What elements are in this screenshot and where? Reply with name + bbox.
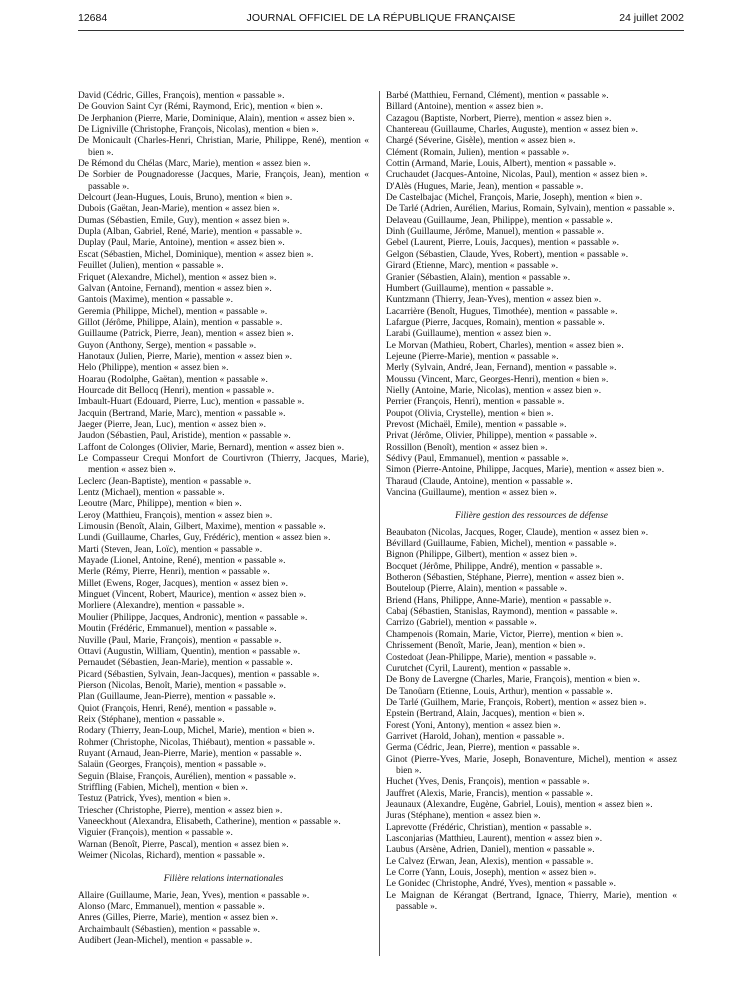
list-entry: Nielly (Antoine, Marie, Nicolas), mention « assez bien ».	[386, 385, 602, 396]
list-entry: Helo (Philippe), mention « assez bien ».	[78, 363, 229, 374]
list-entry: Girard (Etienne, Marc), mention « passable ».	[386, 261, 559, 272]
list-entry: Seguin (Blaise, François, Aurélien), mention « passable ».	[78, 771, 296, 782]
list-entry: Billard (Antoine), mention « assez bien ».	[386, 102, 544, 113]
list-entry: Lentz (Michael), mention « passable ».	[78, 488, 225, 499]
journal-title: JOURNAL OFFICIEL DE LA RÉPUBLIQUE FRANÇAISE	[246, 12, 516, 24]
list-entry: Gantois (Maxime), mention « passable ».	[78, 295, 233, 306]
column-divider	[379, 91, 380, 956]
page-header	[78, 12, 684, 26]
list-entry: Feuillet (Julien), mention « passable ».	[78, 261, 224, 272]
list-entry: Ottavi (Augustin, William, Quentin), mention « passable ».	[78, 646, 301, 657]
list-entry: Gillot (Jérôme, Philippe, Alain), mention « passable ».	[78, 317, 283, 328]
list-entry: Chargé (Séverine, Gisèle), mention « assez bien ».	[386, 136, 576, 147]
list-entry: Alonso (Marc, Emmanuel), mention « passable ».	[78, 902, 265, 913]
list-entry: Epstein (Bertrand, Alain, Jacques), mention « bien ».	[386, 709, 585, 720]
list-entry: Larabi (Guillaume), mention « assez bien ».	[386, 329, 552, 340]
list-entry: De Tarlé (Adrien, Aurélien, Marius, Romain, Sylvain), mention « passable ».	[386, 204, 675, 215]
list-entry: Rohmer (Christophe, Nicolas, Thiébaut), mention « passable ».	[78, 737, 316, 748]
list-entry: Guillaume (Patrick, Pierre, Jean), mention « assez bien ».	[78, 329, 294, 340]
list-entry: Botheron (Sébastien, Stéphane, Pierre), mention « assez bien ».	[386, 573, 624, 584]
list-entry: Lundi (Guillaume, Charles, Guy, Frédéric), mention « assez bien ».	[78, 533, 331, 544]
list-entry: Briend (Hans, Philippe, Anne-Marie), mention « passable ».	[386, 595, 612, 606]
list-entry: Barbé (Matthieu, Fernand, Clément), mention « passable ».	[386, 91, 609, 101]
list-entry: Beaubaton (Nicolas, Jacques, Roger, Claude), mention « assez bien ».	[386, 527, 649, 538]
list-entry: Merly (Sylvain, André, Jean, Fernand), mention « passable ».	[386, 363, 617, 374]
list-entry: Juras (Stéphane), mention « assez bien ».	[386, 811, 541, 822]
list-entry: Dubois (Gaëtan, Jean-Marie), mention « assez bien ».	[78, 204, 280, 215]
list-entry: Dinh (Guillaume, Jérôme, Manuel), mention « passable ».	[386, 227, 604, 238]
list-entry: Gebel (Laurent, Pierre, Louis, Jacques), mention « passable ».	[386, 238, 620, 249]
list-entry: Lejeune (Pierre-Marie), mention « passable ».	[386, 351, 559, 362]
list-entry: Morliere (Alexandre), mention « passable ».	[78, 601, 245, 612]
list-entry: Le Morvan (Mathieu, Robert, Charles), mention « assez bien ».	[386, 340, 624, 351]
list-entry: Duplay (Paul, Marie, Antoine), mention « assez bien ».	[78, 238, 285, 249]
list-entry: De Ligniville (Christophe, François, Nicolas), mention « bien ».	[78, 125, 319, 136]
list-entry: Carrizo (Gabriel), mention « passable ».	[386, 618, 537, 629]
list-entry: Quiot (François, Henri, René), mention « passable ».	[78, 703, 277, 714]
list-entry: David (Cédric, Gilles, François), mention « passable ».	[78, 91, 285, 101]
list-entry: Hourcade dit Bellocq (Henri), mention « passable ».	[78, 385, 275, 396]
list-entry: Picard (Sébastien, Sylvain, Jean-Jacques), mention « passable ».	[78, 669, 320, 680]
list-entry: Rossillon (Benoît), mention « assez bien ».	[386, 442, 548, 453]
list-entry: Cabaj (Sébastien, Stanislas, Raymond), mention « passable ».	[386, 607, 618, 618]
list-entry: Dumas (Sébastien, Emile, Guy), mention « assez bien ».	[78, 215, 290, 226]
list-entry: De Rémond du Chélas (Marc, Marie), mention « assez bien ».	[78, 159, 311, 170]
list-entry: Laubus (Arsène, Adrien, Daniel), mention « passable ».	[386, 845, 595, 856]
list-entry: De Sorbier de Pougnadoresse (Jacques, Marie, François, Jean), mention « passable ».	[78, 170, 369, 192]
list-entry: D'Alès (Hugues, Marie, Jean), mention « passable ».	[386, 181, 584, 192]
list-entry: De Monicault (Charles-Henri, Christian, Marie, Philippe, René), mention « bien ».	[78, 136, 369, 158]
list-entry: Le Corre (Yann, Louis, Joseph), mention « assez bien ».	[386, 868, 597, 879]
publication-date: 24 juillet 2002	[619, 12, 684, 24]
list-entry: Jauffret (Alexis, Marie, Francis), mention « passable ».	[386, 788, 593, 799]
list-entry: Bouteloup (Pierre, Alain), mention « passable ».	[386, 584, 567, 595]
right-column	[386, 91, 677, 913]
list-entry: Humbert (Guillaume), mention « passable ».	[386, 283, 554, 294]
list-entry: Allaire (Guillaume, Marie, Jean, Yves), mention « passable ».	[78, 890, 310, 901]
list-entry: De Tanoüarn (Etienne, Louis, Arthur), mention « passable ».	[386, 686, 613, 697]
list-entry: Merle (Rémy, Pierre, Henri), mention « passable ».	[78, 567, 270, 578]
list-entry: Chrissement (Benoît, Marie, Jean), mention « bien ».	[386, 641, 586, 652]
list-entry: Minguet (Vincent, Robert, Maurice), mention « assez bien ».	[78, 590, 307, 601]
list-entry: Limousin (Benoît, Alain, Gilbert, Maxime), mention « passable ».	[78, 522, 326, 533]
list-entry: Bocquet (Jérôme, Philippe, André), mention « passable ».	[386, 561, 603, 572]
list-entry: Jacquin (Bertrand, Marie, Marc), mention « passable ».	[78, 408, 286, 419]
list-entry: Le Maignan de Kérangat (Bertrand, Ignace, Thierry, Marie), mention « passable ».	[386, 890, 677, 913]
list-entry: Delcourt (Jean-Hugues, Louis, Bruno), mention « bien ».	[78, 193, 293, 204]
list-entry: Ruyant (Arnaud, Jean-Pierre, Marie), mention « passable ».	[78, 748, 302, 759]
list-entry: Leclerc (Jean-Baptiste), mention « passable ».	[78, 476, 252, 487]
list-entry: Cazagou (Baptiste, Norbert, Pierre), mention « assez bien ».	[386, 113, 612, 124]
list-entry: Tharaud (Claude, Antoine), mention « passable ».	[386, 476, 573, 487]
list-entry: Archaimbault (Sébastien), mention « passable ».	[78, 924, 260, 935]
list-entry: Garrivet (Harold, Johan), mention « passable ».	[386, 731, 565, 742]
list-entry: De Jerphanion (Pierre, Marie, Dominique, Alain), mention « assez bien ».	[78, 113, 355, 124]
list-entry: Moulier (Philippe, Jacques, Andronic), mention « passable ».	[78, 612, 308, 623]
list-entry: Vaneeckhout (Alexandra, Elisabeth, Catherine), mention « passable ».	[78, 817, 341, 827]
section-heading: Filière gestion des ressources de défense	[455, 511, 608, 522]
list-entry: Weimer (Nicolas, Richard), mention « passable ».	[78, 851, 265, 862]
list-entry: Vancina (Guillaume), mention « assez bien ».	[386, 488, 557, 499]
list-entry: Laprevotte (Frédéric, Christian), mention « passable ».	[386, 822, 592, 833]
section-heading: Filière relations internationales	[163, 874, 284, 885]
list-entry: Jaeger (Pierre, Jean, Luc), mention « assez bien ».	[78, 419, 266, 430]
list-entry: Ginot (Pierre-Yves, Marie, Joseph, Bonaventure, Michel), mention « assez bien ».	[386, 754, 677, 776]
list-entry: Millet (Ewens, Roger, Jacques), mention « assez bien ».	[78, 578, 288, 589]
list-entry: Salaün (Georges, François), mention « passable ».	[78, 760, 267, 771]
list-entry: Warnan (Benoît, Pierre, Pascal), mention « assez bien ».	[78, 839, 289, 850]
list-entry: Leroy (Matthieu, François), mention « assez bien ».	[78, 510, 273, 521]
list-entry: Hanotaux (Julien, Pierre, Marie), mention « assez bien ».	[78, 351, 292, 362]
list-entry: Geremia (Philippe, Michel), mention « passable ».	[78, 306, 268, 317]
list-entry: Imbault-Huart (Edouard, Pierre, Luc), mention « passable ».	[78, 397, 305, 408]
list-entry: Bignon (Philippe, Gilbert), mention « assez bien ».	[386, 550, 578, 561]
list-entry: Friquet (Alexandre, Michel), mention « assez bien ».	[78, 272, 277, 283]
list-entry: Viguier (François), mention « passable ».	[78, 828, 233, 839]
list-entry: Moussu (Vincent, Marc, Georges-Henri), mention « bien ».	[386, 374, 609, 385]
list-entry: De Bony de Lavergne (Charles, Marie, François), mention « bien ».	[386, 675, 640, 686]
list-entry: Guyon (Anthony, Serge), mention « passable ».	[78, 340, 257, 351]
list-entry: Delaveau (Guillaume, Jean, Philippe), mention « passable ».	[386, 215, 613, 226]
list-entry: Striffling (Fabien, Michel), mention « bien ».	[78, 782, 248, 793]
list-entry: Marti (Steven, Jean, Loïc), mention « passable ».	[78, 544, 263, 555]
list-entry: Moutin (Frédéric, Emmanuel), mention « passable ».	[78, 624, 277, 635]
list-entry: Poupot (Olivia, Crystelle), mention « bien ».	[386, 408, 554, 419]
list-entry: Lasconjarias (Matthieu, Laurent), mention « assez bien ».	[386, 834, 603, 844]
list-entry: Champenois (Romain, Marie, Victor, Pierre), mention « bien ».	[386, 629, 624, 640]
list-entry: Huchet (Yves, Denis, François), mention « passable ».	[386, 777, 590, 788]
list-entry: Curutchet (Cyril, Laurent), mention « passable ».	[386, 663, 571, 674]
list-entry: Testuz (Patrick, Yves), mention « bien ».	[78, 794, 231, 805]
list-entry: Gelgon (Sébastien, Claude, Yves, Robert), mention « passable ».	[386, 249, 629, 260]
list-entry: Pierson (Nicolas, Benoît, Marie), mention « passable ».	[78, 680, 287, 691]
list-entry: Plan (Guillaume, Jean-Pierre), mention « passable ».	[78, 692, 276, 703]
list-entry: Audibert (Jean-Michel), mention « passable ».	[78, 936, 253, 947]
list-entry: Le Compasseur Crequi Monfort de Courtivron (Thierry, Jacques, Marie), mention « assez bien ».	[78, 454, 369, 476]
list-entry: Lafargue (Pierre, Jacques, Romain), mention « passable ».	[386, 317, 605, 328]
list-entry: Galvan (Antoine, Fernand), mention « assez bien ».	[78, 283, 272, 294]
page-number: 12684	[78, 12, 108, 24]
list-entry: Lacarrière (Benoît, Hugues, Timothée), mention « passable ».	[386, 306, 618, 317]
list-entry: Kuntzmann (Thierry, Jean-Yves), mention « assez bien ».	[386, 295, 602, 306]
header-rule	[78, 30, 684, 31]
list-entry: Sédivy (Paul, Emmanuel), mention « passable ».	[386, 454, 569, 464]
list-entry: Le Gonidec (Christophe, André, Yves), mention « passable ».	[386, 879, 616, 890]
list-entry: Costedoat (Jean-Philippe, Marie), mention « passable ».	[386, 652, 597, 663]
list-entry: Anres (Gilles, Pierre, Marie), mention « assez bien ».	[78, 913, 278, 924]
list-entry: Granier (Sébastien, Alain), mention « passable ».	[386, 272, 571, 283]
list-entry: Perrier (François, Henri), mention « passable ».	[386, 397, 565, 408]
list-entry: Prevost (Michaël, Emile), mention « passable ».	[386, 419, 567, 430]
list-entry: Privat (Jérôme, Olivier, Philippe), mention « passable ».	[386, 431, 597, 442]
list-entry: Jeaunaux (Alexandre, Eugène, Gabriel, Louis), mention « assez bien ».	[386, 799, 653, 810]
list-entry: Mayade (Lionel, Antoine, René), mention « passable ».	[78, 556, 286, 567]
list-entry: De Gouvion Saint Cyr (Rémi, Raymond, Eric), mention « bien ».	[78, 102, 323, 113]
list-entry: Nuville (Paul, Marie, François), mention « passable ».	[78, 635, 282, 646]
list-entry: Chantereau (Guillaume, Charles, Auguste), mention « assez bien ».	[386, 125, 639, 136]
list-entry: Laffont de Colonges (Olivier, Marie, Bernard), mention « assez bien ».	[78, 442, 345, 453]
list-entry: Pernaudet (Sébastien, Jean-Marie), mention « passable ».	[78, 658, 293, 669]
list-entry: Rodary (Thierry, Jean-Loup, Michel, Marie), mention « bien ».	[78, 726, 315, 737]
list-entry: Forest (Yoni, Antony), mention « assez bien ».	[386, 720, 561, 731]
list-entry: Bévillard (Guillaume, Fabien, Michel), mention « passable ».	[386, 539, 617, 550]
list-entry: Reix (Stéphane), mention « passable ».	[78, 714, 225, 725]
list-entry: De Castelbajac (Michel, François, Marie, Joseph), mention « bien ».	[386, 193, 643, 204]
list-entry: Clément (Romain, Julien), mention « passable ».	[386, 147, 570, 158]
list-entry: Leoutre (Marc, Philippe), mention « bien ».	[78, 499, 242, 510]
list-entry: Cottin (Armand, Marie, Louis, Albert), mention « passable ».	[386, 159, 616, 170]
list-entry: Cruchaudet (Jacques-Antoine, Nicolas, Paul), mention « assez bien ».	[386, 170, 648, 181]
list-entry: De Tarlé (Guilhem, Marie, François, Robert), mention « assez bien ».	[386, 697, 647, 708]
list-entry: Dupla (Alban, Gabriel, René, Marie), mention « passable ».	[78, 227, 303, 238]
left-column	[78, 91, 369, 947]
list-entry: Triescher (Christophe, Pierre), mention « assez bien ».	[78, 805, 283, 816]
list-entry: Jaudon (Sébastien, Paul, Aristide), mention « passable ».	[78, 431, 291, 442]
list-entry: Le Calvez (Erwan, Jean, Alexis), mention « passable ».	[386, 856, 594, 867]
list-entry: Germa (Cédric, Jean, Pierre), mention « passable ».	[386, 743, 580, 754]
list-entry: Simon (Pierre-Antoine, Philippe, Jacques, Marie), mention « assez bien ».	[386, 465, 665, 476]
list-entry: Escat (Sébastien, Michel, Dominique), mention « assez bien ».	[78, 249, 314, 260]
list-entry: Hoarau (Rodolphe, Gaëtan), mention « passable ».	[78, 374, 268, 385]
